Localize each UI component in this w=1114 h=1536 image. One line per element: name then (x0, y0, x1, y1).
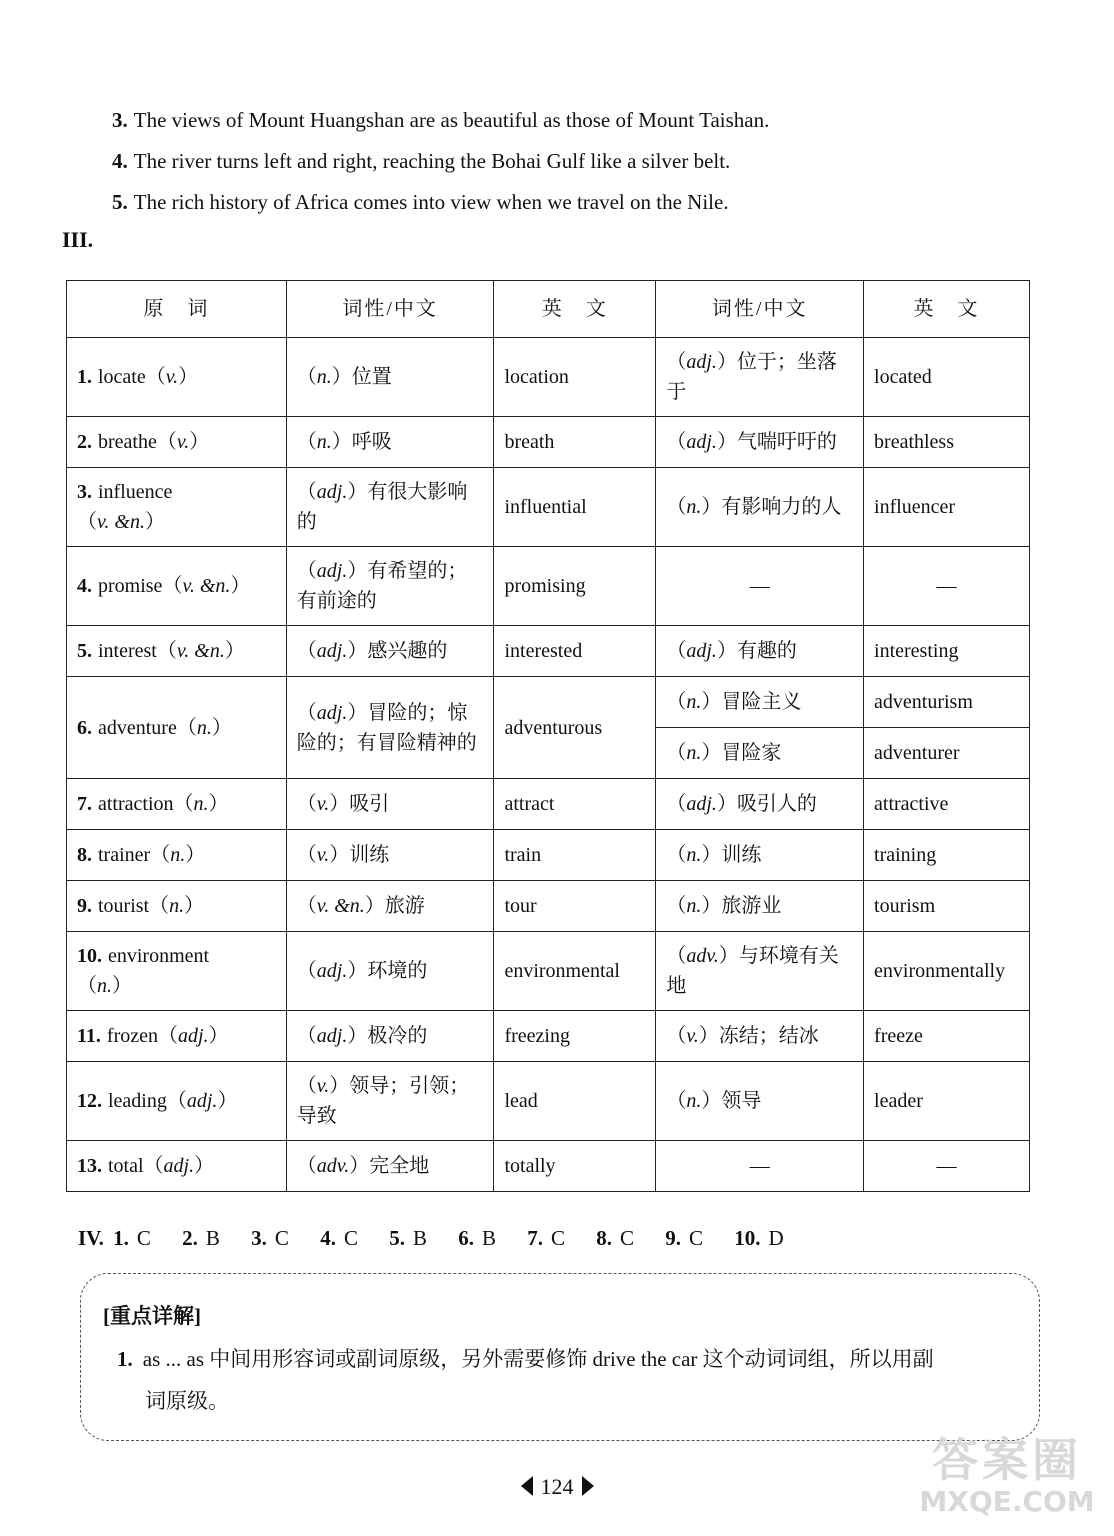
triangle-left-icon (521, 1476, 533, 1496)
pos-cn-cell: （adj.）冒险的；惊险的；有冒险精神的 (286, 677, 494, 779)
table-row (67, 1062, 1030, 1141)
table-row (67, 626, 1030, 677)
word-cell: 2. breathe（v.） (67, 417, 287, 468)
page-number: 124 (0, 1474, 1114, 1500)
header-english-1: 英 文 (494, 281, 656, 338)
pos-cn-cell: （v. &n.）旅游 (286, 881, 494, 932)
table-row (67, 932, 1030, 1011)
pos-cn-cell: （v.）吸引 (286, 779, 494, 830)
english-cell: adventurous (494, 677, 656, 779)
answer-item: 9. C (665, 1226, 704, 1250)
table-row (67, 468, 1030, 547)
pos-cn-cell: （n.）冒险家 (656, 728, 864, 779)
english-cell: location (494, 338, 656, 417)
pos-cn-cell: （n.）呼吸 (286, 417, 494, 468)
english-cell: located (864, 338, 1030, 417)
word-cell: 12. leading（adj.） (67, 1062, 287, 1141)
answer-item: 4. C (320, 1226, 358, 1250)
watermark-logo: 答案圈 MXQE.COM (919, 1433, 1095, 1518)
pos-cn-cell: （adv.）与环境有关地 (656, 932, 864, 1011)
english-cell: environmental (494, 932, 656, 1011)
pos-cn-cell: （v.）冻结；结冰 (656, 1011, 864, 1062)
answer-item: 8. C (596, 1226, 635, 1250)
word-cell: 4. promise（v. &n.） (67, 547, 287, 626)
english-cell: adventurer (864, 728, 1030, 779)
english-cell: freeze (864, 1011, 1030, 1062)
pos-cn-cell: （adv.）完全地 (286, 1141, 494, 1192)
english-cell: environmentally (864, 932, 1030, 1011)
english-cell: breath (494, 417, 656, 468)
english-cell: breathless (864, 417, 1030, 468)
english-cell: attractive (864, 779, 1030, 830)
answer-item: 2. B (182, 1226, 220, 1250)
pos-cn-cell: （n.）领导 (656, 1062, 864, 1141)
vocabulary-table (66, 280, 1030, 1192)
pos-cn-cell: （n.）冒险主义 (656, 677, 864, 728)
pos-cn-cell: （n.）训练 (656, 830, 864, 881)
header-english-2: 英 文 (864, 281, 1030, 338)
pos-cn-cell: （n.）旅游业 (656, 881, 864, 932)
english-cell: leader (864, 1062, 1030, 1141)
table-header-row (67, 281, 1030, 338)
english-cell: attract (494, 779, 656, 830)
english-cell: lead (494, 1062, 656, 1141)
triangle-right-icon (582, 1476, 594, 1496)
english-cell: influencer (864, 468, 1030, 547)
english-cell: interested (494, 626, 656, 677)
pos-cn-cell: （v.）领导；引领；导致 (286, 1062, 494, 1141)
pos-cn-cell: — (656, 547, 864, 626)
english-cell: tour (494, 881, 656, 932)
sentence-4: 4. The river turns left and right, reaching the Bohai Gulf like a silver belt. (112, 149, 731, 173)
answer-item: 1. C (113, 1226, 151, 1250)
header-pos-chinese-1: 词性/中文 (286, 281, 494, 338)
sentence-3: 3. The views of Mount Huangshan are as beautiful as those of Mount Taishan. (112, 108, 770, 132)
word-cell: 5. interest（v. &n.） (67, 626, 287, 677)
section-4-answers (78, 1226, 806, 1251)
header-original-word: 原 词 (67, 281, 287, 338)
english-cell: training (864, 830, 1030, 881)
word-cell: 3. influence （v. &n.） (67, 468, 287, 547)
word-cell: 7. attraction（n.） (67, 779, 287, 830)
pos-cn-cell: （adj.）吸引人的 (656, 779, 864, 830)
header-pos-chinese-2: 词性/中文 (656, 281, 864, 338)
word-cell: 8. trainer（n.） (67, 830, 287, 881)
answer-item: 7. C (527, 1226, 565, 1250)
sentence-list (112, 100, 1072, 223)
answer-item: 6. B (458, 1226, 496, 1250)
sentence-5: 5. The rich history of Africa comes into view when we travel on the Nile. (112, 190, 729, 214)
english-cell: totally (494, 1141, 656, 1192)
answer-item: 3. C (251, 1226, 289, 1250)
table-row (67, 830, 1030, 881)
word-cell: 1. locate（v.） (67, 338, 287, 417)
section-3-label: III. (62, 227, 94, 252)
pos-cn-cell: （adj.）感兴趣的 (286, 626, 494, 677)
pos-cn-cell: （n.）有影响力的人 (656, 468, 864, 547)
note-body: 1. as ... as 中间用形容词或副词原级，另外需要修饰 drive the car 这个动词词组，所以用副 词原级。 (117, 1347, 934, 1413)
table-row (67, 677, 1030, 728)
pos-cn-cell: （adj.）极冷的 (286, 1011, 494, 1062)
word-cell: 6. adventure（n.） (67, 677, 287, 779)
english-cell: train (494, 830, 656, 881)
answer-item: 10. D (734, 1226, 784, 1250)
word-cell: 11. frozen（adj.） (67, 1011, 287, 1062)
key-point-note-box (80, 1273, 1040, 1441)
table-row (67, 338, 1030, 417)
english-cell: — (864, 547, 1030, 626)
table-row (67, 779, 1030, 830)
pos-cn-cell: （n.）位置 (286, 338, 494, 417)
pos-cn-cell: （adj.）环境的 (286, 932, 494, 1011)
english-cell: tourism (864, 881, 1030, 932)
english-cell: adventurism (864, 677, 1030, 728)
word-cell: 13. total（adj.） (67, 1141, 287, 1192)
table-row (67, 1011, 1030, 1062)
table-row (67, 1141, 1030, 1192)
table-row (67, 547, 1030, 626)
pos-cn-cell: （adj.）有很大影响的 (286, 468, 494, 547)
pos-cn-cell: （adj.）位于；坐落于 (656, 338, 864, 417)
pos-cn-cell: （adj.）有趣的 (656, 626, 864, 677)
pos-cn-cell: （adj.）气喘吁吁的 (656, 417, 864, 468)
pos-cn-cell: （adj.）有希望的；有前途的 (286, 547, 494, 626)
note-title: [重点详解] (103, 1304, 201, 1328)
word-cell: 10. environment （n.） (67, 932, 287, 1011)
english-cell: interesting (864, 626, 1030, 677)
english-cell: promising (494, 547, 656, 626)
table-row (67, 417, 1030, 468)
pos-cn-cell: （v.）训练 (286, 830, 494, 881)
english-cell: influential (494, 468, 656, 547)
word-cell: 9. tourist（n.） (67, 881, 287, 932)
pos-cn-cell: — (656, 1141, 864, 1192)
section-4-label: IV. (78, 1226, 104, 1250)
table-row (67, 881, 1030, 932)
answer-item: 5. B (389, 1226, 427, 1250)
english-cell: — (864, 1141, 1030, 1192)
english-cell: freezing (494, 1011, 656, 1062)
